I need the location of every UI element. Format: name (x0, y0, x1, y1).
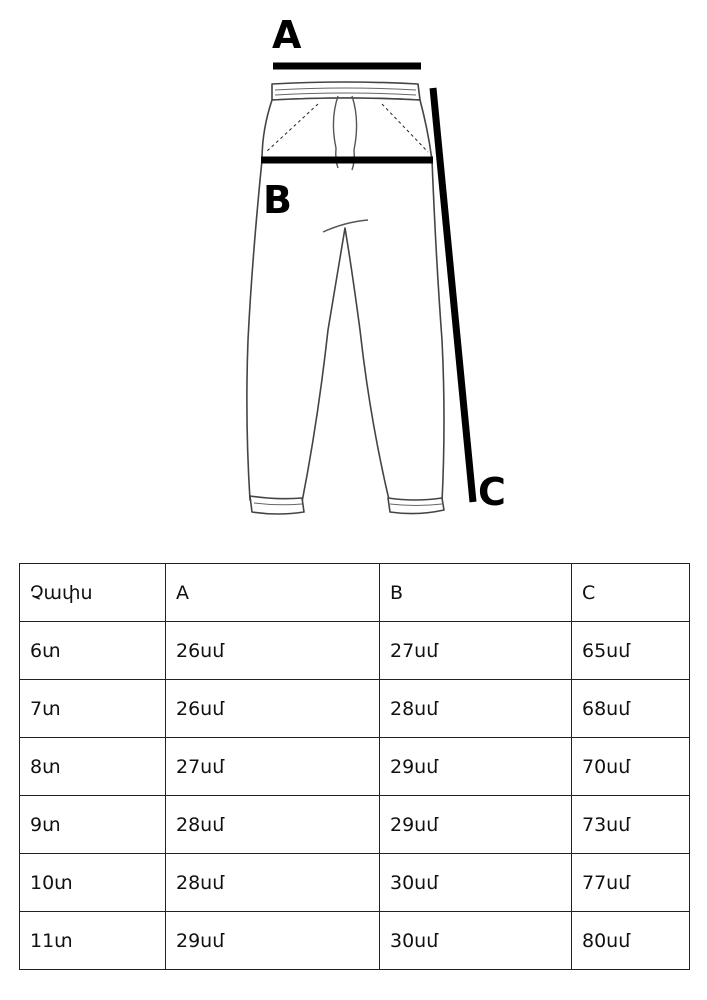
header-a: A (166, 564, 380, 622)
table-row (20, 912, 690, 970)
header-b: B (380, 564, 572, 622)
cell-a: 28սմ (166, 796, 380, 854)
cell-c: 70սմ (572, 738, 690, 796)
header-size: Չափս (20, 564, 166, 622)
label-a: A (272, 13, 302, 57)
cell-b: 27սմ (380, 622, 572, 680)
cell-size: 11տ (20, 912, 166, 970)
size-chart-table (19, 563, 690, 970)
cell-size: 7տ (20, 680, 166, 738)
cell-a: 29սմ (166, 912, 380, 970)
table-row (20, 680, 690, 738)
cell-size: 10տ (20, 854, 166, 912)
label-b: B (263, 178, 292, 222)
cell-b: 29սմ (380, 796, 572, 854)
table-row (20, 738, 690, 796)
table-row (20, 796, 690, 854)
cell-c: 77սմ (572, 854, 690, 912)
cell-size: 9տ (20, 796, 166, 854)
cell-size: 8տ (20, 738, 166, 796)
table-row (20, 854, 690, 912)
cell-b: 30սմ (380, 912, 572, 970)
cell-c: 68սմ (572, 680, 690, 738)
cell-b: 29սմ (380, 738, 572, 796)
table-header-row (20, 564, 690, 622)
label-c: C (478, 470, 506, 514)
cell-c: 73սմ (572, 796, 690, 854)
cell-c: 80սմ (572, 912, 690, 970)
cell-a: 26սմ (166, 680, 380, 738)
pants-illustration (247, 82, 444, 514)
cell-a: 27սմ (166, 738, 380, 796)
cell-b: 28սմ (380, 680, 572, 738)
cell-c: 65սմ (572, 622, 690, 680)
cell-size: 6տ (20, 622, 166, 680)
table-row (20, 622, 690, 680)
cell-b: 30սմ (380, 854, 572, 912)
cell-a: 26սմ (166, 622, 380, 680)
header-c: C (572, 564, 690, 622)
cell-a: 28սմ (166, 854, 380, 912)
